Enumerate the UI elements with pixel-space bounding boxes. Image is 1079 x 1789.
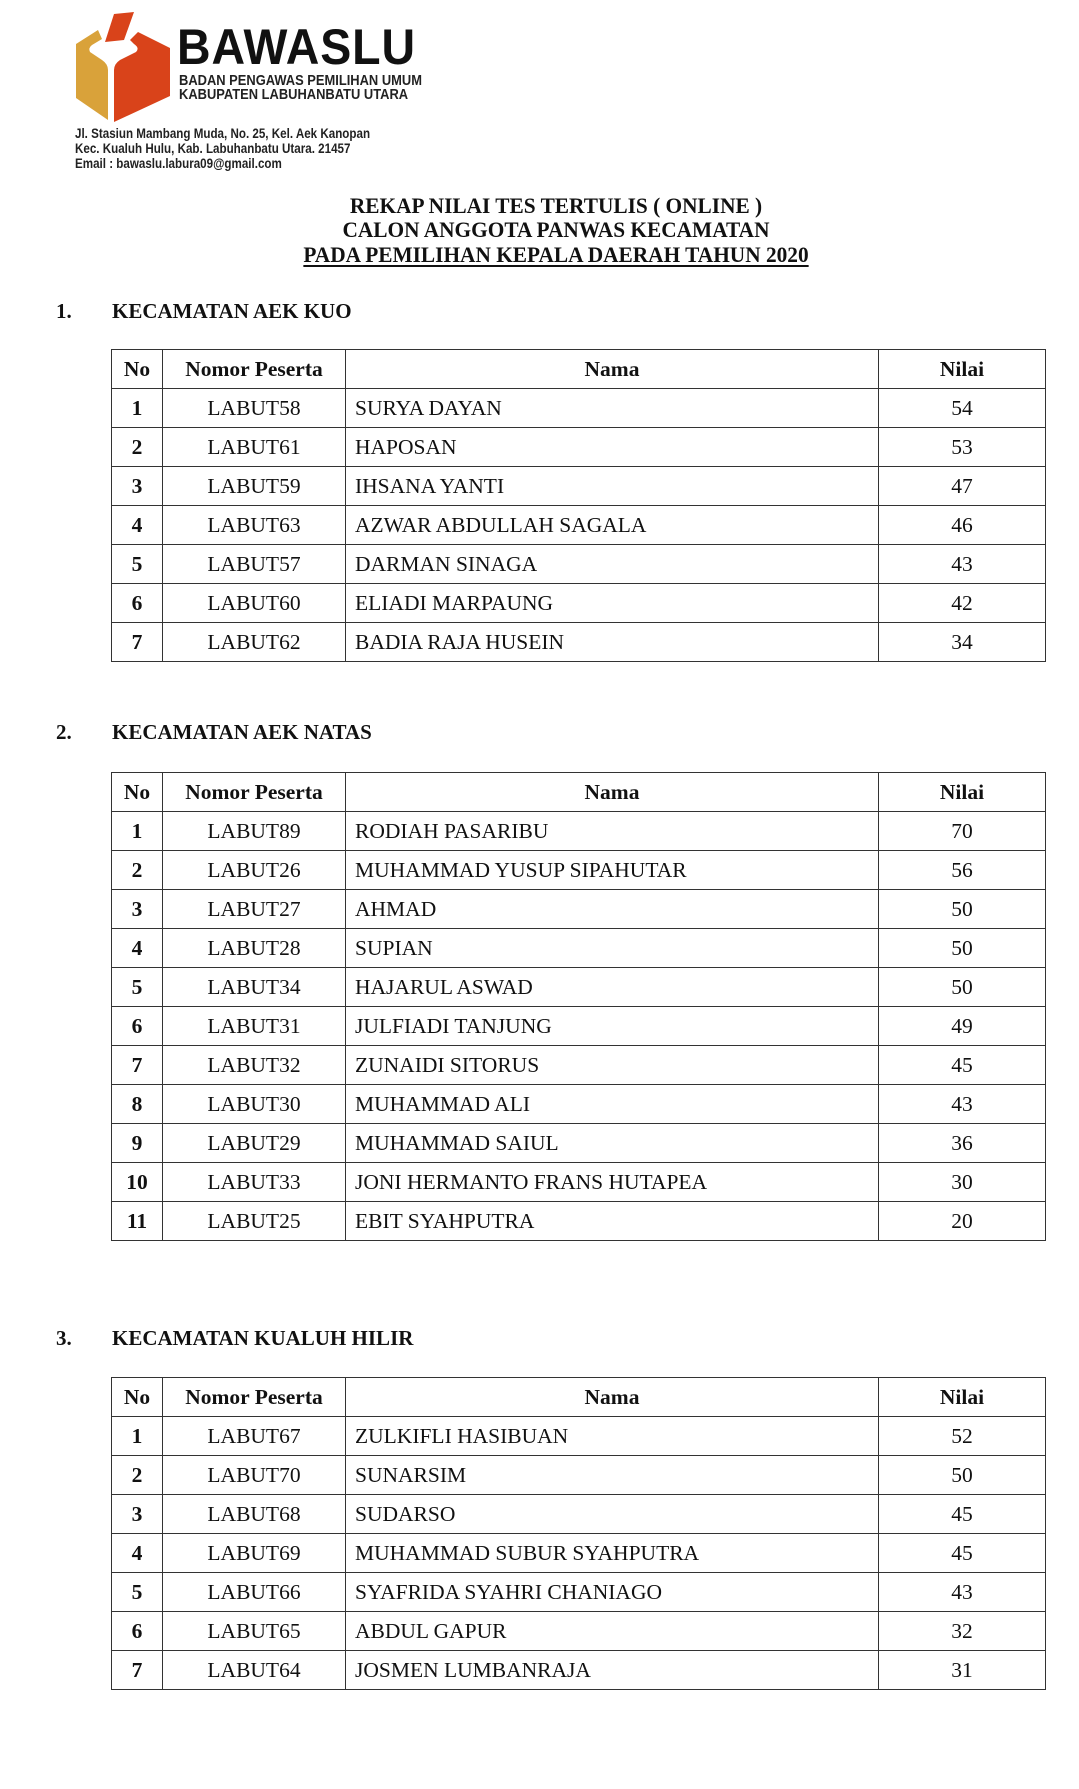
cell-nomor-peserta: LABUT70: [163, 1456, 346, 1495]
address-district: Kec. Kualuh Hulu, Kab. Labuhanbatu Utara. 21457: [75, 141, 351, 156]
cell-nama: SUDARSO: [346, 1495, 879, 1534]
table-row: [112, 929, 1046, 968]
cell-nilai: 52: [879, 1417, 1046, 1456]
cell-nilai: 43: [879, 545, 1046, 584]
column-header-nama: Nama: [346, 773, 879, 812]
table-row: [112, 851, 1046, 890]
cell-nomor-peserta: LABUT26: [163, 851, 346, 890]
section-label: KECAMATAN AEK KUO: [112, 299, 352, 323]
cell-nilai: 50: [879, 968, 1046, 1007]
cell-nilai: 32: [879, 1612, 1046, 1651]
cell-nomor-peserta: LABUT30: [163, 1085, 346, 1124]
doc-title-line2: CALON ANGGOTA PANWAS KECAMATAN: [342, 217, 770, 242]
cell-nama: ELIADI MARPAUNG: [346, 584, 879, 623]
table-header-row: [112, 1378, 1046, 1417]
cell-nilai: 56: [879, 851, 1046, 890]
cell-no: 10: [112, 1163, 163, 1202]
cell-nomor-peserta: LABUT63: [163, 506, 346, 545]
cell-nomor-peserta: LABUT67: [163, 1417, 346, 1456]
table-row: [112, 428, 1046, 467]
cell-no: 8: [112, 1085, 163, 1124]
cell-nomor-peserta: LABUT66: [163, 1573, 346, 1612]
cell-no: 9: [112, 1124, 163, 1163]
cell-nomor-peserta: LABUT25: [163, 1202, 346, 1241]
column-header-nomor-peserta: Nomor Peserta: [163, 1378, 346, 1417]
cell-nilai: 45: [879, 1046, 1046, 1085]
cell-nama: SUPIAN: [346, 929, 879, 968]
cell-nomor-peserta: LABUT58: [163, 389, 346, 428]
column-header-nama: Nama: [346, 1378, 879, 1417]
cell-no: 3: [112, 890, 163, 929]
column-header-nilai: Nilai: [879, 773, 1046, 812]
score-table-aek-kuo: [111, 349, 1046, 662]
cell-nilai: 30: [879, 1163, 1046, 1202]
cell-nama: BADIA RAJA HUSEIN: [346, 623, 879, 662]
column-header-no: No: [112, 773, 163, 812]
doc-title-line3: [17, 243, 1079, 267]
cell-nama: MUHAMMAD ALI: [346, 1085, 879, 1124]
table-row: [112, 1124, 1046, 1163]
column-header-no: No: [112, 350, 163, 389]
brand-name: BAWASLU: [177, 19, 417, 75]
table-row: [112, 467, 1046, 506]
letterhead: [0, 0, 520, 180]
table-row: [112, 1417, 1046, 1456]
cell-no: 6: [112, 1007, 163, 1046]
cell-nilai: 49: [879, 1007, 1046, 1046]
cell-no: 5: [112, 968, 163, 1007]
cell-nilai: 50: [879, 1456, 1046, 1495]
table-row: [112, 1612, 1046, 1651]
cell-nilai: 31: [879, 1651, 1046, 1690]
cell-no: 7: [112, 1651, 163, 1690]
cell-nama: MUHAMMAD SAIUL: [346, 1124, 879, 1163]
table-row: [112, 1456, 1046, 1495]
cell-nilai: 47: [879, 467, 1046, 506]
table-row: [112, 1534, 1046, 1573]
cell-nilai: 36: [879, 1124, 1046, 1163]
cell-nilai: 54: [879, 389, 1046, 428]
cell-no: 3: [112, 467, 163, 506]
table-row: [112, 1163, 1046, 1202]
cell-nama: AZWAR ABDULLAH SAGALA: [346, 506, 879, 545]
cell-nama: AHMAD: [346, 890, 879, 929]
section-number: 3.: [56, 1326, 72, 1350]
cell-nilai: 43: [879, 1573, 1046, 1612]
cell-nomor-peserta: LABUT65: [163, 1612, 346, 1651]
cell-no: 2: [112, 1456, 163, 1495]
cell-nilai: 46: [879, 506, 1046, 545]
column-header-no: No: [112, 1378, 163, 1417]
section-label: KECAMATAN AEK NATAS: [112, 720, 372, 744]
cell-no: 4: [112, 1534, 163, 1573]
column-header-nomor-peserta: Nomor Peserta: [163, 773, 346, 812]
cell-no: 1: [112, 1417, 163, 1456]
cell-nomor-peserta: LABUT57: [163, 545, 346, 584]
ballot-box-logo-icon: [74, 12, 174, 124]
score-table-aek-natas: [111, 772, 1046, 1241]
address-email: Email : bawaslu.labura09@gmail.com: [75, 156, 282, 171]
cell-nama: ZULKIFLI HASIBUAN: [346, 1417, 879, 1456]
cell-nama: SURYA DAYAN: [346, 389, 879, 428]
cell-nomor-peserta: LABUT61: [163, 428, 346, 467]
cell-nilai: 42: [879, 584, 1046, 623]
cell-nilai: 45: [879, 1534, 1046, 1573]
table-row: [112, 506, 1046, 545]
cell-nomor-peserta: LABUT64: [163, 1651, 346, 1690]
cell-no: 6: [112, 1612, 163, 1651]
cell-no: 7: [112, 1046, 163, 1085]
cell-no: 4: [112, 506, 163, 545]
cell-no: 1: [112, 389, 163, 428]
cell-no: 7: [112, 623, 163, 662]
cell-nomor-peserta: LABUT31: [163, 1007, 346, 1046]
cell-nomor-peserta: LABUT28: [163, 929, 346, 968]
column-header-nomor-peserta: Nomor Peserta: [163, 350, 346, 389]
cell-nomor-peserta: LABUT68: [163, 1495, 346, 1534]
cell-no: 5: [112, 545, 163, 584]
cell-nomor-peserta: LABUT69: [163, 1534, 346, 1573]
cell-nomor-peserta: LABUT89: [163, 812, 346, 851]
cell-no: 4: [112, 929, 163, 968]
cell-nama: MUHAMMAD YUSUP SIPAHUTAR: [346, 851, 879, 890]
cell-nilai: 50: [879, 890, 1046, 929]
cell-nama: SYAFRIDA SYAHRI CHANIAGO: [346, 1573, 879, 1612]
cell-nomor-peserta: LABUT34: [163, 968, 346, 1007]
cell-nama: ABDUL GAPUR: [346, 1612, 879, 1651]
cell-nilai: 70: [879, 812, 1046, 851]
cell-nama: HAPOSAN: [346, 428, 879, 467]
column-header-nilai: Nilai: [879, 350, 1046, 389]
table-row: [112, 890, 1046, 929]
section-number: 1.: [56, 299, 72, 323]
doc-title-line1: REKAP NILAI TES TERTULIS ( ONLINE ): [349, 193, 763, 218]
cell-no: 2: [112, 428, 163, 467]
cell-nomor-peserta: LABUT33: [163, 1163, 346, 1202]
cell-nama: ZUNAIDI SITORUS: [346, 1046, 879, 1085]
cell-nama: SUNARSIM: [346, 1456, 879, 1495]
table-row: [112, 1007, 1046, 1046]
cell-nama: RODIAH PASARIBU: [346, 812, 879, 851]
cell-no: 11: [112, 1202, 163, 1241]
cell-no: 2: [112, 851, 163, 890]
table-row: [112, 545, 1046, 584]
table-row: [112, 1573, 1046, 1612]
cell-nama: JULFIADI TANJUNG: [346, 1007, 879, 1046]
table-row: [112, 1085, 1046, 1124]
column-header-nilai: Nilai: [879, 1378, 1046, 1417]
cell-nomor-peserta: LABUT32: [163, 1046, 346, 1085]
cell-nama: MUHAMMAD SUBUR SYAHPUTRA: [346, 1534, 879, 1573]
table-row: [112, 812, 1046, 851]
section-label: KECAMATAN KUALUH HILIR: [112, 1326, 414, 1350]
brand-subtitle-region: KABUPATEN LABUHANBATU UTARA: [179, 86, 409, 103]
table-header-row: [112, 773, 1046, 812]
cell-nomor-peserta: LABUT60: [163, 584, 346, 623]
table-row: [112, 968, 1046, 1007]
doc-title-line3-text: PADA PEMILIHAN KEPALA DAERAH TAHUN 2020: [303, 242, 809, 267]
cell-nilai: 20: [879, 1202, 1046, 1241]
cell-nomor-peserta: LABUT27: [163, 890, 346, 929]
cell-nomor-peserta: LABUT59: [163, 467, 346, 506]
cell-nama: DARMAN SINAGA: [346, 545, 879, 584]
cell-no: 3: [112, 1495, 163, 1534]
cell-no: 1: [112, 812, 163, 851]
cell-nilai: 45: [879, 1495, 1046, 1534]
cell-nilai: 50: [879, 929, 1046, 968]
cell-no: 5: [112, 1573, 163, 1612]
cell-nomor-peserta: LABUT62: [163, 623, 346, 662]
table-row: [112, 623, 1046, 662]
cell-nama: HAJARUL ASWAD: [346, 968, 879, 1007]
cell-nama: JONI HERMANTO FRANS HUTAPEA: [346, 1163, 879, 1202]
table-row: [112, 1046, 1046, 1085]
table-row: [112, 1651, 1046, 1690]
section-number: 2.: [56, 720, 72, 744]
table-row: [112, 584, 1046, 623]
brand-subtitle-agency: BADAN PENGAWAS PEMILIHAN UMUM: [179, 72, 422, 89]
score-table-kualuh-hilir: [111, 1377, 1046, 1690]
address-street: Jl. Stasiun Mambang Muda, No. 25, Kel. Aek Kanopan: [75, 126, 371, 141]
cell-nama: IHSANA YANTI: [346, 467, 879, 506]
cell-nomor-peserta: LABUT29: [163, 1124, 346, 1163]
table-row: [112, 1202, 1046, 1241]
table-row: [112, 1495, 1046, 1534]
table-header-row: [112, 350, 1046, 389]
cell-nilai: 43: [879, 1085, 1046, 1124]
cell-no: 6: [112, 584, 163, 623]
cell-nilai: 53: [879, 428, 1046, 467]
cell-nilai: 34: [879, 623, 1046, 662]
table-row: [112, 389, 1046, 428]
column-header-nama: Nama: [346, 350, 879, 389]
cell-nama: JOSMEN LUMBANRAJA: [346, 1651, 879, 1690]
cell-nama: EBIT SYAHPUTRA: [346, 1202, 879, 1241]
